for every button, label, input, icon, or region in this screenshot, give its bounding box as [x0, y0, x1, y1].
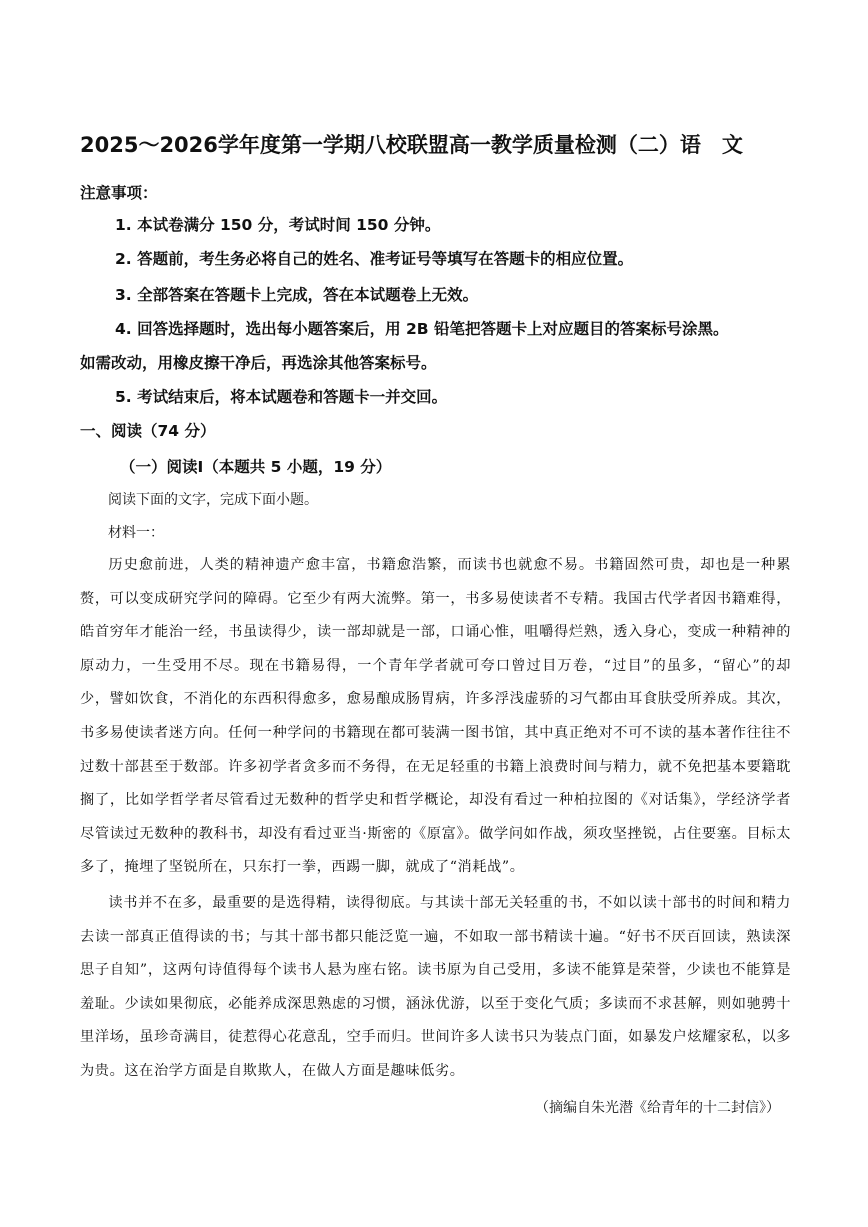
- material-label: 材料一：: [108, 525, 164, 541]
- subsection-heading: （一）阅读Ⅰ（本题共 5 小题，19 分）: [120, 458, 392, 476]
- notice-item-3: 3. 全部答案在答题卡上完成，答在本试题卷上无效。: [115, 286, 479, 304]
- passage-paragraph-1: 历史愈前进，人类的精神遗产愈丰富，书籍愈浩繁，而读书也就愈不易。书籍固然可贵，却也是一种累赘，可以变成研究学问的障碍。它至少有两大流弊。第一，书多易使读者不专精。我国古代学者因书籍难得，皓首穷年才能治一经，书虽读得少，读一部却就是一部，口诵心惟，咀嚼得烂熟，透入身心，变成一种精神的原动力，一生受用不尽。现在书籍易得，一个青年学者就可夸口曾过目万卷，“过目”的虽多，“留心”的却少，譬如饮食，不消化的东西积得愈多，愈易酿成肠胃病，许多浮浅虚骄的习气都由耳食肤受所养成。其次，书多易使读者迷方向。任何一种学问的书籍现在都可装满一图书馆，其中真正绝对不可不读的基本著作往往不过数十部甚至于数部。许多初学者贪多而不务得，在无足轻重的书籍上浪费时间与精力，就不免把基本要籍耽搁了，比如学哲学者尽管看过无数种的哲学史和哲学概论，却没有看过一种柏拉图的《对话集》，学经济学者尽管读过无数种的教科书，却没有看过亚当·斯密的《原富》。做学问如作战，须攻坚挫锐，占住要塞。目标太多了，掩埋了坚锐所在，只东打一拳，西踢一脚，就成了“消耗战”。: [80, 557, 791, 876]
- notice-item-1: 1. 本试卷满分 150 分，考试时间 150 分钟。: [115, 216, 441, 234]
- notice-item-4-continued: 如需改动，用橡皮擦干净后，再选涂其他答案标号。: [80, 354, 437, 372]
- reading-instruction: 阅读下面的文字，完成下面小题。: [108, 492, 318, 508]
- notice-item-5: 5. 考试结束后，将本试题卷和答题卡一并交回。: [115, 388, 448, 406]
- exam-title: 2025～2026学年度第一学期八校联盟高一教学质量检测（二）语 文: [80, 133, 743, 157]
- notice-item-2: 2. 答题前，考生务必将自己的姓名、准考证号等填写在答题卡的相应位置。: [115, 250, 634, 268]
- passage-source: （摘编自朱光潜《给青年的十二封信》）: [535, 1100, 780, 1116]
- passage-paragraph-2: 读书并不在多，最重要的是选得精，读得彻底。与其读十部无关轻重的书，不如以读十部书的时间和精力去读一部真正值得读的书；与其十部书都只能泛览一遍，不如取一部书精读十遍。“好书不厌百回读，熟读深思子自知”，这两句诗值得每个读书人悬为座右铭。读书原为自己受用，多读不能算是荣誉，少读也不能算是羞耻。少读如果彻底，必能养成深思熟虑的习惯，涵泳优游，以至于变化气质；多读而不求甚解，则如驰骋十里洋场，虽珍奇满目，徒惹得心花意乱，空手而归。世间许多人读书只为装点门面，如暴发户炫耀家私，以多为贵。这在治学方面是自欺欺人，在做人方面是趣味低劣。: [80, 895, 791, 1079]
- section-heading: 一、阅读（74 分）: [80, 422, 216, 440]
- notice-heading: 注意事项：: [80, 184, 158, 202]
- notice-item-4: 4. 回答选择题时，选出每小题答案后，用 2B 铅笔把答题卡上对应题目的答案标号涂黑。: [115, 320, 729, 338]
